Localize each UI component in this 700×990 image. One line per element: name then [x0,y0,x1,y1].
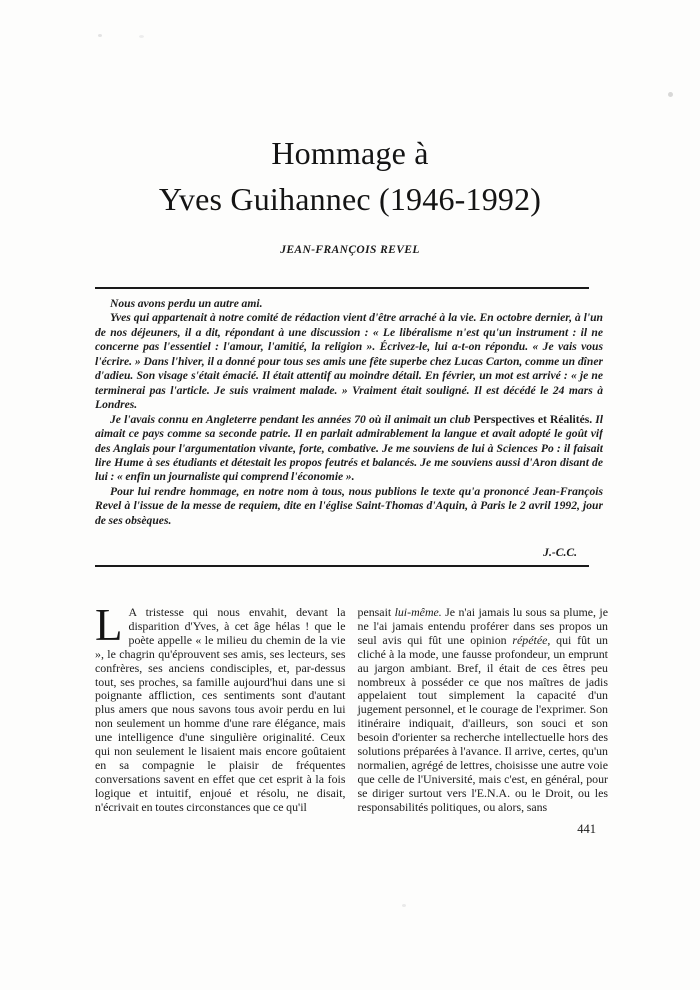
intro-paragraph: Nous avons perdu un autre ami. [110,297,263,310]
intro-paragraph: Je l'avais connu en Angleterre pendant les années 70 où il animait un club Perspectives et Réalités. Il aimait ce pays comme sa seconde patrie. Il en parlait admirablement la langue et avait adopté le goût vif des Anglais pour l'argumentation vivante, forte, combative. Je me souviens de lui à Sciences Po : il faisait lire Hume à ses étudiants et détestait les propos feutrés et balancés. Je me souviens aussi d'Aron disant de lui : « enfin un journaliste qui comprend l'économie ». [95,412,603,484]
page-number: 441 [577,822,596,836]
bottom-rule [95,565,589,567]
scan-artifact-dot [668,92,673,97]
title-line-2: Yves Guihannec (1946-1992) [158,181,542,217]
title-line-1: Hommage à [271,135,429,171]
drop-cap: L [95,606,123,650]
author-name: JEAN-FRANÇOIS REVEL [280,244,420,256]
column-right-text: pensait lui-même. Je n'ai jamais lu sous sa plume, je ne l'ai jamais entendu proférer dans ses propos un seul avis qui fût une opinion répétée, qui fût un cliché à la mode, une fausse profondeur, un emprunt au jargon ambiant. Bref, il était de ces êtres peu nombreux à posséder ce que nos maîtres de jadis appelaient tout simplement la capacité d'un jugement personnel, et le courage de l'exprimer. Son itinéraire indiquait, d'ailleurs, son souci et son besoin d'orienter sa recherche intellectuelle hors des solutions préparées à l'avance. Il arrive, certes, qu'un normalien, agrégé de lettres, choisisse une autre voie que celle de l'Université, mais c'est, en général, pour se diriger surtout vers l'E.N.A. ou le Droit, ou les responsabilités politiques, ou alors, sans [357,606,608,814]
scan-artifact-dot [98,34,102,37]
column-right [358,606,609,829]
intro-paragraph: Yves qui appartenait à notre comité de rédaction vient d'être arraché à la vie. En octobre dernier, à l'un de nos déjeuners, il a dit, répondant à une discussion : « Le libéralisme n'est qu'un instrument : il ne concerne pas l'essentiel : l'amour, l'amitié, la religion ». Écrivez-le, lui a-t-on répondu. « Je vais vous l'écrire. » Dans l'hiver, il a donné pour tous ses amis une fête superbe chez Lucas Carton, comme un dîner d'adieu. Son visage s'était émacié. Il était attentif au moindre détail. En février, un mot est arrivé : « je ne terminerai pas l'article. Je suis vraiment malade. » Vraiment était souligné. Il est décédé le 24 mars à Londres. [95,311,603,412]
intro-editorial-note [95,297,603,543]
article-body [95,606,608,829]
intro-paragraph: Pour lui rendre hommage, en notre nom à tous, nous publions le texte qu'a prononcé Jean-François Revel à l'issue de la messe de requiem, dite en l'église Saint-Thomas d'Aquin, à Paris le 2 avril 1992, jour de ses obsèques. [95,484,603,527]
editor-initials: J.-C.C. [543,546,577,559]
page-title [0,130,700,222]
column-left [95,606,346,829]
top-rule [95,287,589,289]
column-left-text: A tristesse qui nous envahit, devant la disparition d'Yves, à cet âge hélas ! que le poète appelle « le milieu du chemin de la vie », le chagrin qu'éprouvent ses amis, ses lecteurs, ses confrères, ses anciens condisciples, et, par-dessus tout, ses proches, sa famille aujourd'hui dans une si poignante affliction, ces sentiments sont d'autant plus amers que nous savons tous avoir perdu en lui non seulement un homme d'une rare élégance, mais une intelligence d'une singulière originalité. Ceux qui non seulement le lisaient mais encore goûtaient en sa compagnie le plaisir de fréquentes conversations savent en effet que cet esprit à la fois logique et intuitif, enjoué et résolu, ne disait, n'écrivait en toutes circonstances que ce qu'il [95,606,346,814]
scan-artifact-dot [139,35,144,38]
scan-artifact-dot [402,904,406,907]
